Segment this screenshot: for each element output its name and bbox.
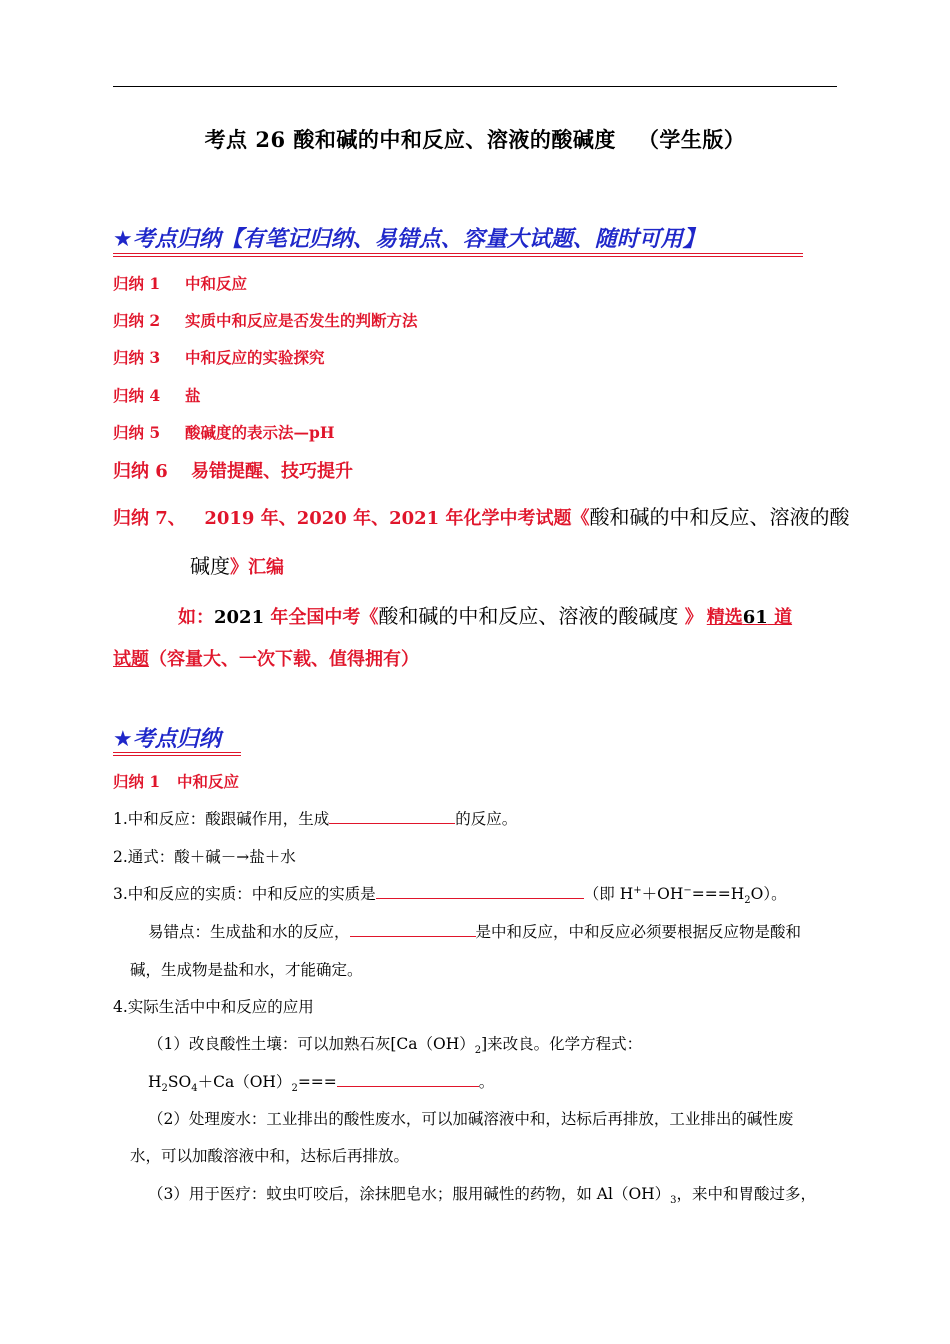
toc-item-4[interactable] [113, 384, 201, 406]
application-1 [148, 1032, 642, 1056]
item-3-text-e: O）。 [750, 885, 787, 903]
item-1 [113, 807, 517, 829]
toc-num: 归纳 1 [113, 274, 161, 293]
toc7-tail: 》汇编 [230, 557, 284, 578]
toc-item-2[interactable] [113, 309, 418, 331]
item-3 [113, 882, 787, 906]
toc7-topic-a: 酸和碱的中和反应、溶液的酸 [589, 505, 850, 529]
application-2 [148, 1107, 793, 1129]
toc-num: 归纳 4 [113, 386, 161, 405]
banner-summary-full [113, 222, 803, 253]
eq-caoh: ＋Ca（OH） [197, 1073, 292, 1091]
item-2 [113, 845, 296, 867]
section-heading [113, 770, 239, 792]
eq-end: 。 [478, 1073, 495, 1091]
title-text: 酸和碱的中和反应、溶液的酸碱度 [293, 127, 616, 152]
toc-item-5[interactable] [113, 421, 334, 443]
promo-close: 》 [684, 607, 703, 628]
toc-item-6[interactable] [113, 457, 353, 483]
toc-num: 归纳 6 [113, 461, 168, 482]
promo-year: 2021 [214, 607, 265, 628]
item-3-sub-two: 2 [744, 895, 751, 907]
application-1-text-a: （1）改良酸性土壤：可以加熟石灰[Ca（OH） [148, 1035, 475, 1053]
promo-mid: 年全国中考《 [264, 607, 379, 628]
banner-underline-1 [113, 253, 803, 254]
promo-select-link[interactable]: 精选 [706, 607, 743, 628]
equation-line [148, 1070, 494, 1094]
eq-sub-1: 2 [161, 1083, 168, 1095]
eq-so: SO [167, 1073, 192, 1091]
equation-blank[interactable] [337, 1072, 479, 1087]
eq-h: H [148, 1073, 162, 1091]
eq-sub-2: 4 [191, 1083, 198, 1095]
item-4-text: 4.实际生活中中和反应的应用 [113, 998, 314, 1016]
toc-text: 实质中和反应是否发生的判断方法 [185, 311, 418, 330]
eq-sub-3: 2 [291, 1083, 298, 1095]
application-2-text-a: （2）处理废水：工业排出的酸性废水，可以加碱溶液中和，达标后再排放，工业排出的碱性废 [148, 1110, 794, 1128]
application-1-sub: 2 [474, 1045, 482, 1057]
application-2-text-b: 水，可以加酸溶液中和，达标后再排放。 [130, 1147, 410, 1165]
toc-num: 归纳 2 [113, 311, 161, 330]
item-3-text-a: 3.中和反应的实质：中和反应的实质是 [113, 885, 376, 903]
toc-num: 归纳 3 [113, 348, 161, 367]
toc-text: 盐 [185, 386, 201, 405]
error-point [148, 920, 801, 942]
section-text: 中和反应 [177, 772, 240, 791]
toc-text: 中和反应 [185, 274, 248, 293]
item-1-text-a: 1.中和反应：酸跟碱作用，生成 [113, 810, 330, 828]
item-3-sup-plus: + [633, 884, 642, 896]
page-title [0, 124, 950, 154]
item-3-text-c: ＋OH [641, 885, 684, 903]
title-number: 26 [255, 127, 286, 152]
application-2-cont [130, 1144, 409, 1166]
toc-item-7[interactable] [113, 501, 849, 530]
item-1-blank[interactable] [329, 809, 455, 824]
banner-underline-2 [113, 256, 803, 257]
toc7-num: 归纳 7、 [113, 508, 186, 529]
application-3-sub: 3 [670, 1195, 677, 1207]
toc-text: 酸碱度的表示法—pH [185, 423, 335, 442]
item-4 [113, 995, 314, 1017]
toc-text: 中和反应的实验探究 [185, 348, 325, 367]
promo-count: 61 [742, 607, 768, 628]
item-3-text-d: ===H [691, 885, 745, 903]
banner-summary-short [113, 722, 241, 753]
toc-item-3[interactable] [113, 346, 325, 368]
application-3-text-b: ，来中和胃酸过多， [676, 1185, 817, 1203]
header-rule [113, 86, 837, 87]
error-point-blank[interactable] [350, 922, 476, 937]
application-3 [148, 1182, 816, 1206]
error-point-cont [130, 958, 363, 980]
title-edition: （学生版） [637, 127, 746, 152]
banner-summary-text: ★考点归纳【有笔记归纳、易错点、容量大试题、随时可用】 [113, 227, 705, 252]
section-num: 归纳 1 [113, 772, 161, 791]
toc-item-7-cont [190, 550, 284, 579]
banner-short-underline-1 [113, 752, 241, 753]
eq-equals: === [297, 1073, 337, 1091]
promo-topic: 酸和碱的中和反应、溶液的酸碱度 [378, 604, 685, 628]
error-point-text-c: 碱，生成物是盐和水，才能确定。 [130, 961, 363, 979]
title-label: 考点 [204, 127, 248, 152]
application-1-text-b: ]来改良。化学方程式： [481, 1035, 643, 1053]
item-3-blank[interactable] [376, 884, 584, 899]
error-point-text-b: 是中和反应，中和反应必须要根据反应物是酸和 [475, 923, 802, 941]
promo-benefits: （容量大、一次下载、值得拥有） [149, 649, 419, 670]
toc7-topic-b: 碱度 [190, 554, 230, 578]
item-2-text: 2.通式：酸＋碱－→盐＋水 [113, 848, 296, 866]
banner-short-underline-2 [113, 755, 241, 756]
promo-dao: 道 [767, 607, 793, 628]
error-point-text-a: 易错点：生成盐和水的反应， [148, 923, 350, 941]
item-3-text-b: （即 H [583, 885, 634, 903]
toc-item-1[interactable] [113, 272, 247, 294]
promo-line[interactable] [178, 600, 792, 629]
toc-num: 归纳 5 [113, 423, 161, 442]
promo-tests-link[interactable]: 试题 [113, 649, 149, 670]
item-3-sup-minus: − [683, 884, 692, 896]
banner-short-text: ★考点归纳 [113, 727, 221, 752]
promo-line-2[interactable] [113, 645, 419, 671]
item-1-text-b: 的反应。 [455, 810, 518, 828]
promo-lead: 如： [178, 607, 214, 628]
toc7-years: 2019 年、2020 年、2021 年化学中考试题《 [204, 508, 590, 529]
application-3-text-a: （3）用于医疗：蚊虫叮咬后，涂抹肥皂水；服用碱性的药物，如 Al（OH） [148, 1185, 671, 1203]
toc-text: 易错提醒、技巧提升 [191, 461, 353, 482]
